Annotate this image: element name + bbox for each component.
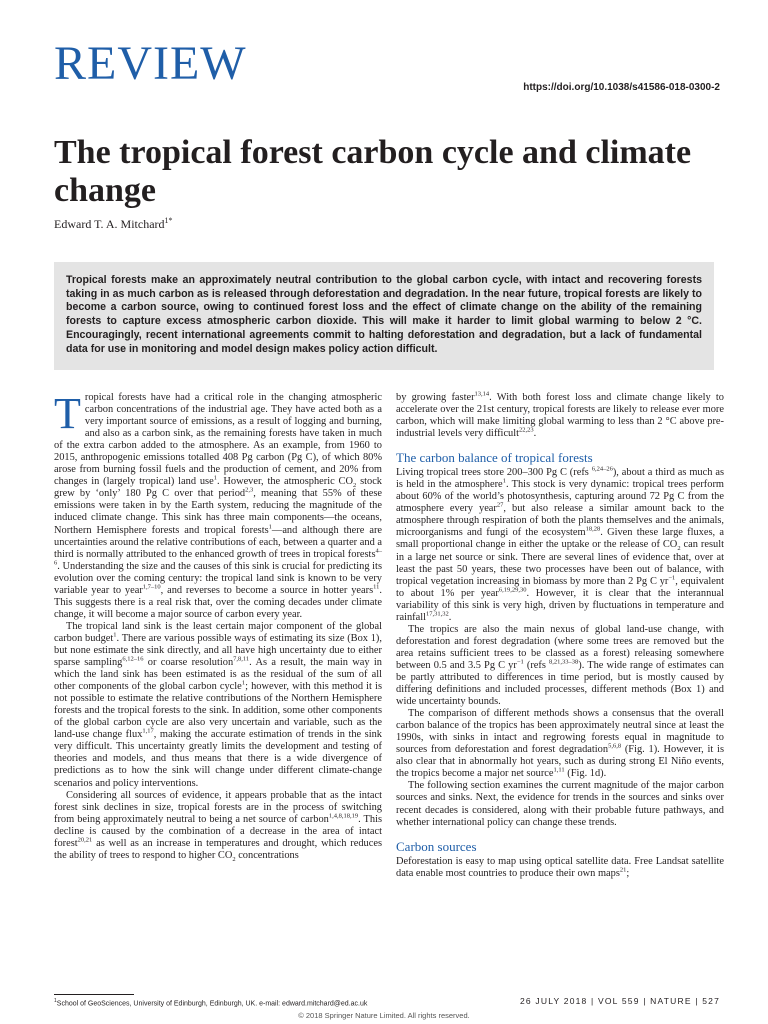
citation-mark[interactable]: 1,7–10 <box>142 583 161 591</box>
footnote-text: School of GeoSciences, University of Edinburgh, Edinburgh, UK. e-mail: edward.mitchard@ed.ac.uk <box>56 1000 368 1008</box>
footnote-mark: 1 <box>54 998 57 1004</box>
section-label: REVIEW <box>54 37 247 90</box>
author-affiliation-mark: 1* <box>164 216 173 225</box>
body-paragraph: Tropical forests have had a critical role in the changing atmospheric carbon concentrations of the industrial age. They have acted both as a very important source of emissions, as a result of logging and burning, and also as a carbon sink, as the remaining forests have taken in much of the extra carbon added to the atmosphere. As an example, from 1960 to 2015, anthropogenic emissions totalled 408 Pg carbon (Pg C), of which 80% arose from burning fossil fuels and the production of cement, and 20% from changes in (largely tropical) land use$^1$. However, the atmospheric $CO_2$ stock grew by ‘only’ 180 Pg C over that period$^{2,3}$, meaning that 55% of these emissions were taken in by the Earth system, reducing the magnitude of the induced climate change. This sink has three main components—the oceans, Northern Hemisphere forests and tropical forests$^1$—and although there are uncertainties around the relative contributions of each, between a quarter and a third is normally attributed to the enhanced growth of trees in tropical forests$^{4-6}$. Understanding the size and the causes of this sink is crucial for predicting its evolution over the coming century: the tropical land sink is known to be very variable year to year$^{1,7-10}$, and reverses to become a source in hotter years$^{11}$. This suggests there is a real risk that, over the coming decades under climate change, it will become a major source of carbon every year. <box>54 389 383 620</box>
citation-mark[interactable]: 6,24–26 <box>591 465 613 473</box>
citation-mark[interactable]: 1,4,8,18,19 <box>328 812 359 820</box>
author-line <box>54 216 173 232</box>
citation-mark[interactable]: 1 <box>268 523 272 531</box>
citation-mark[interactable]: 4–6 <box>54 547 382 567</box>
footnote-rule <box>54 994 134 995</box>
citation-mark[interactable]: 13,14 <box>474 390 490 398</box>
body-paragraph: Considering all sources of evidence, it appears probable that as the intact forest sink declines in size, tropical forests are in the process of switching from being approximately neutral to being a net source of carbon$^{1,4,8,18,19}$. This decline is caused by the combination of a decrease in the area of intact forest$^{20,21}$ as well as an increase in temperatures and drought, which reduces the ability of trees to respond to higher $CO_2$ concentrations <box>54 789 382 863</box>
affiliation-footnote <box>54 998 367 1007</box>
citation-mark[interactable]: 1,17 <box>142 727 154 735</box>
citation-mark[interactable]: 20,21 <box>77 836 93 844</box>
chemical-subscript: 2 <box>677 545 681 553</box>
citation-mark[interactable]: 27 <box>496 501 504 509</box>
section-heading-carbon-sources: Carbon sources <box>396 838 477 854</box>
citation-mark[interactable]: 6,12–16 <box>122 655 144 663</box>
body-paragraph: Living tropical trees store 200–300 Pg C (refs $^{6,24-26}$), about a third as much as is held in the atmosphere$^1$. This stock is very dynamic: tropical trees perform about 60% of the world’s photosynthesis, capturing around 72 Pg C from the atmosphere every year$^{27}$, but also release a similar amount back to the atmosphere through respiration of both the plants themselves and the animals, microorganisms and fungi of the ecosystem$^{18,28}$. Given these large fluxes, a small proportional change in either the uptake or the release of $CO_2$ can result in a large net source or sink. There are several lines of evidence that, over at least the past 50 years, these two processes have been out of balance, with tropical vegetation increasing in biomass by more than 2 Pg C $yr^{-1}$, equivalent to about 1% per year$^{6,19,29,30}$. However, it is clear that the interannual variability of this sink is very high, driven by fluctuations in temperature and rainfall$^{17,31,32}$. <box>396 465 725 623</box>
citation-mark[interactable]: 2,3 <box>245 486 254 494</box>
body-paragraph: The tropical land sink is the least certain major component of the global carbon budget$^1$. There are various possible ways of estimating its size (Box 1), but none estimate the sink directly, and all have high uncertainty due to either sparse sampling$^{6,12-16}$ or coarse resolution$^{7,8,11}$. As a result, the main way in which the land sink has been estimated is as the residual of the sum of all other components of the global carbon cycle$^1$; however, with this method it is not possible to estimate the relative contributions of the Northern Hemisphere forests and the tropical forests to the sink. In addition, some other components of the global carbon cycle are also very uncertain and variable, such as the land-use change flux$^{1,17}$, making the accurate estimation of trends in the sink very difficult. This uncertainty greatly limits the development and testing of theories and models, and thus means that there is a wide divergence of predictions as to how the sink will change under different climate-change scenarios and policy interventions. <box>54 620 383 789</box>
body-paragraph: The following section examines the current magnitude of the major carbon sources and sinks. Next, the evidence for trends in the sources and sinks over recent decades is considered, along with their probable future pathways, and whether international policy can change these trends. <box>396 780 724 828</box>
citation-mark[interactable]: 18,28 <box>585 525 601 533</box>
body-paragraph: The tropics are also the main nexus of global land-use change, with deforestation and forest degradation (where some trees are removed but the area retains sufficient trees to be classed as a forest) releasing somewhere between 0.5 and 3.5 Pg C $yr^{-1}$ (refs $^{8,21,33-38}$). The wide range of estimates can be partly attributed to differences in time period, but is mostly caused by differing definitions and included processes, different methods (Box 1) and wide uncertainty bounds. <box>396 623 724 708</box>
body-paragraph: Deforestation is easy to map using optical satellite data. Free Landsat satellite data enable most countries to produce their own maps$^{21}$; <box>396 855 724 879</box>
doi-link[interactable]: https://doi.org/10.1038/s41586-018-0300-2 <box>523 82 720 93</box>
citation-mark[interactable]: 8,21,33–38 <box>549 658 579 666</box>
citation-mark[interactable]: 1 <box>113 631 117 639</box>
citation-mark[interactable]: 22,23 <box>519 426 534 434</box>
citation-mark[interactable]: 6,19,29,30 <box>498 586 527 594</box>
section-heading-carbon-balance: The carbon balance of tropical forests <box>396 450 593 466</box>
citation-mark[interactable]: 21 <box>619 866 627 874</box>
body-column-right <box>396 392 724 880</box>
citation-mark[interactable]: 1 <box>213 474 217 482</box>
drop-cap: T <box>54 389 81 438</box>
abstract-text: Tropical forests make an approximately neutral contribution to the global carbon cycle, with intact and recovering forests taking in as much carbon as is released through deforestation and degradation. In the near future, tropical forests are likely to become a carbon source, owing to continued forest loss and the effect of climate change on the ability of the remaining forests to capture excess atmospheric carbon dioxide. This will make it harder to limit global warming to below 2 °C. Encouragingly, recent international agreements commit to halting deforestation and degradation, but a lack of fundamental data for use in monitoring and model design makes policy action difficult. <box>66 274 702 355</box>
citation-mark[interactable]: 11 <box>373 583 380 591</box>
citation-mark[interactable]: 1 <box>502 477 506 485</box>
article-title: The tropical forest carbon cycle and climate change <box>54 134 692 209</box>
chemical-subscript: 2 <box>232 855 236 863</box>
body-paragraph: The comparison of different methods shows a consensus that the overall carbon balance of the tropics has been approximately neutral since at least the 1990s, with sinks in intact and regrowing forests equal in magnitude to sources from deforestation and forest degradation$^{5,6,8}$ (Fig. 1). However, it is also clear that in abnormally hot years, such as during strong El Niño events, the tropics become a major net source$^{1,11}$ (Fig. 1d). <box>396 708 724 780</box>
citation-mark[interactable]: 5,6,8 <box>608 742 622 750</box>
chemical-subscript: 2 <box>353 482 357 490</box>
citation-mark[interactable]: 1 <box>241 679 246 687</box>
body-column-left <box>54 389 383 863</box>
author-name: Edward T. A. Mitchard <box>54 217 165 231</box>
body-paragraph: by growing faster$^{13,14}$. With both forest loss and climate change likely to accelerate over the 21st century, tropical forests are likely to release ever more carbon, which will make limiting global warming to less than 2 °C above pre-industrial levels very difficult$^{22,23}$. <box>396 390 724 440</box>
citation-mark[interactable]: 17,31,32 <box>426 610 449 618</box>
abstract-box <box>54 262 714 370</box>
citation-mark[interactable]: 7,8,11 <box>233 655 250 663</box>
citation-mark[interactable]: −1 <box>516 658 524 666</box>
copyright-notice: © 2018 Springer Nature Limited. All rights reserved. <box>298 1011 470 1020</box>
citation-mark[interactable]: −1 <box>668 574 676 582</box>
citation-mark[interactable]: 1,11 <box>553 766 565 774</box>
page-folio: 26 JULY 2018 | VOL 559 | NATURE | 527 <box>519 996 720 1006</box>
